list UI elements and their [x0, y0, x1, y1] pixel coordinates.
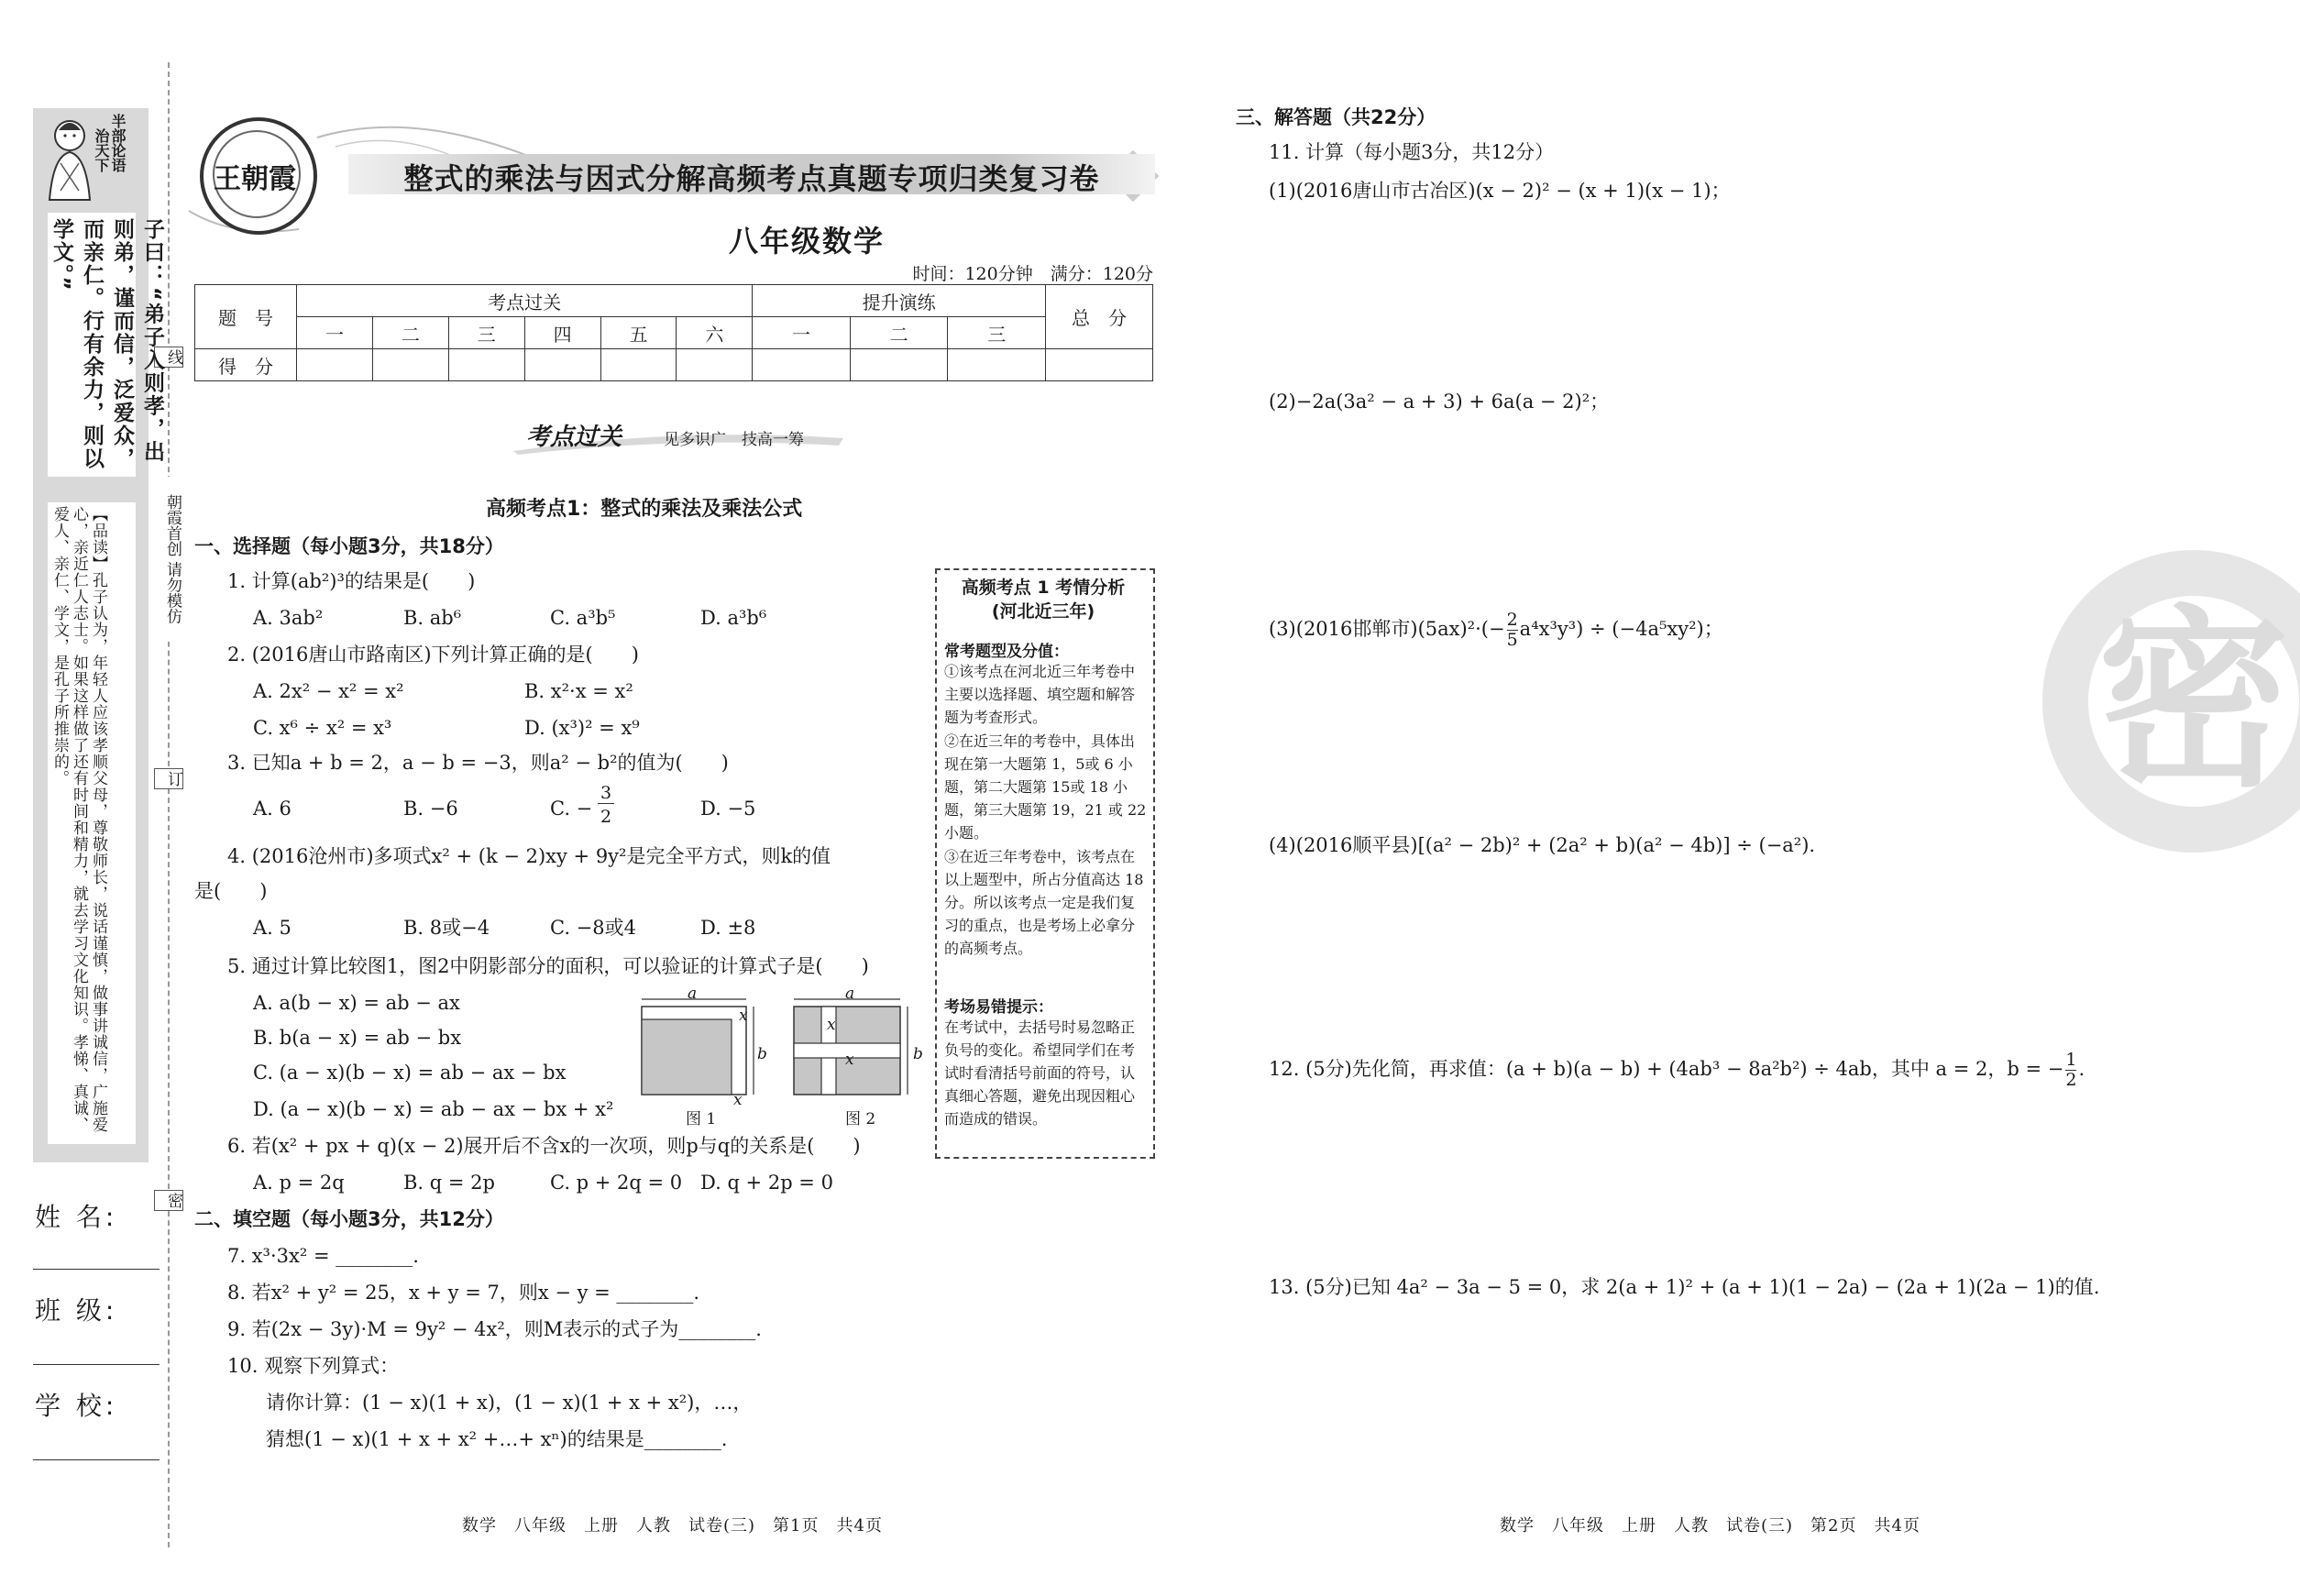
quote-heading-2: 治天下: [93, 128, 110, 172]
q3-option-a[interactable]: A. 6: [253, 798, 292, 820]
section-answer: 三、解答题（共22分）: [1236, 106, 1436, 128]
binding-mark-ding: 订: [154, 768, 183, 789]
q12-frac-den: 2: [2065, 1070, 2077, 1090]
school-field[interactable]: [33, 1459, 160, 1460]
binding-mark-xian: 线: [154, 347, 183, 368]
q12: [1269, 1051, 2085, 1090]
q3-option-c[interactable]: C. −: [550, 798, 593, 820]
section-choice: 一、选择题（每小题3分，共18分）: [194, 535, 504, 557]
score-table: [194, 284, 1153, 381]
q11-stem: 11. 计算（每小题3分，共12分）: [1269, 141, 1555, 163]
score-cell[interactable]: [297, 349, 373, 381]
school-label: 学 校:: [35, 1391, 118, 1421]
quote-commentary: 【品读】孔子认为，年轻人应该孝顺父母，尊敬师长，说话谨慎，做事讲诚信，广施爱心，亲近仁人志士。如果这样做了还有时间和精力，就去学习文化知识。孝悌、真诚、爱人、亲仁、学文，是孔子所推崇的。: [50, 506, 107, 1133]
q5-option-b[interactable]: B. b(a − x) = ab − bx: [253, 1027, 462, 1049]
class-field[interactable]: [33, 1364, 160, 1365]
q4-stem-cont: 是( ): [194, 880, 268, 902]
q3-frac-num: 3: [598, 783, 614, 804]
q11-part-3-tail: a⁴x³y³) ÷ (−4a⁵xy²)；: [1519, 618, 1723, 640]
q11-part-3-frac-den: 5: [1506, 630, 1518, 650]
q11-part-4: (4)(2016顺平县)[(a² − 2b)² + (2a² + b)(a² − 4b)] ÷ (−a²).: [1269, 834, 1816, 856]
q11-part-1: (1)(2016唐山市古冶区)(x − 2)² − (x + 1)(x − 1)；: [1269, 180, 1731, 202]
figure-1: [633, 986, 761, 1106]
col-a-1: 一: [297, 317, 373, 349]
row-label-score: 得 分: [195, 349, 297, 381]
figure-2: [787, 986, 924, 1106]
col-a-4: 四: [524, 317, 600, 349]
q1-option-a[interactable]: A. 3ab²: [253, 607, 324, 629]
q2-option-c[interactable]: C. x⁶ ÷ x² = x³: [253, 717, 392, 739]
analysis-heading-tips: 考场易错提示：: [944, 998, 1053, 1017]
analysis-title-line-2: (河北近三年): [991, 601, 1095, 622]
name-field[interactable]: [33, 1269, 160, 1270]
q10-line-1: 请你计算：(1 − x)(1 + x)，(1 − x)(1 + x + x²)，…，: [266, 1392, 753, 1414]
score-cell[interactable]: [948, 349, 1046, 381]
page-2-footer: 数学 八年级 上册 人教 试卷(三) 第2页 共4页: [1500, 1516, 1920, 1535]
confucius-illustration: [33, 108, 149, 211]
q12-fraction: [2065, 1051, 2076, 1090]
fig2-label-x-top: x: [827, 1016, 836, 1034]
q12-frac-num: 1: [2065, 1050, 2077, 1070]
q10-stem: 10. 观察下列算式：: [227, 1355, 400, 1377]
col-b-2: 二: [850, 317, 948, 349]
q1-stem: 1. 计算(ab²)³的结果是( ): [227, 570, 476, 592]
section-fill: 二、填空题（每小题3分，共12分）: [194, 1208, 504, 1230]
paper-title: 整式的乘法与因式分解高频考点真题专项归类复习卷: [403, 161, 1100, 196]
binding-note: 朝霞首创 请勿模仿: [154, 477, 182, 642]
col-a-6: 六: [677, 317, 753, 349]
q6-option-c[interactable]: C. p + 2q = 0: [550, 1172, 683, 1194]
analysis-title: [939, 576, 1148, 623]
q1-option-d[interactable]: D. a³b⁶: [700, 607, 767, 629]
score-cell[interactable]: [677, 349, 753, 381]
binding-mark-mi: 密: [154, 1190, 183, 1211]
logo: 王朝霞: [214, 163, 296, 195]
q11-part-3-lead: (3)(2016邯郸市)(5ax)²·(−: [1269, 618, 1505, 640]
q10-line-2[interactable]: 猜想(1 − x)(1 + x + x² +…+ xⁿ)的结果是________.: [266, 1428, 728, 1450]
seal-character: 密: [2096, 589, 2290, 813]
page-1-footer: 数学 八年级 上册 人教 试卷(三) 第1页 共4页: [462, 1516, 883, 1535]
q11-part-3-fraction: [1507, 611, 1518, 650]
paper-subtitle: 八年级数学: [728, 224, 885, 259]
q5-option-c[interactable]: C. (a − x)(b − x) = ab − ax − bx: [253, 1062, 567, 1084]
exam-meta: 时间：120分钟 满分：120分: [912, 264, 1153, 284]
q4-option-b[interactable]: B. 8或−4: [403, 917, 490, 939]
score-cell[interactable]: [600, 349, 677, 381]
score-cell[interactable]: [753, 349, 851, 381]
confucius-quote: 子曰：“弟子入则孝，出则弟，谨而信，泛爱众，而亲仁。行有余力，则以学文。”: [50, 218, 164, 470]
q3-frac-den: 2: [600, 807, 612, 827]
class-label: 班 级:: [35, 1295, 118, 1326]
col-a-2: 二: [372, 317, 448, 349]
q12-answer-area[interactable]: [1269, 1093, 2167, 1249]
group-header-a: 考点过关: [297, 285, 753, 317]
fig1-label-a: a: [688, 985, 698, 1003]
analysis-point-3: ③在近三年考卷中，该考点在以上题型中，所占分值高达 18 分。所以该考点一定是我们复习的重点，也是考场上必拿分的高频考点。: [944, 848, 1144, 957]
q3-option-d[interactable]: D. −5: [700, 798, 756, 820]
q11-part-3-answer-area[interactable]: [1269, 653, 2167, 818]
col-b-1: 一: [753, 317, 851, 349]
q1-option-c[interactable]: C. a³b⁵: [550, 607, 616, 629]
q6-option-d[interactable]: D. q + 2p = 0: [700, 1172, 833, 1194]
q1-option-b[interactable]: B. ab⁶: [403, 607, 462, 629]
analysis-tip: 在考试中，去括号时易忽略正负号的变化。希望同学们在考试时看清括号前面的符号，认真细心答题，避免出现因粗心而造成的错误。: [944, 1018, 1136, 1128]
q4-option-a[interactable]: A. 5: [253, 917, 292, 939]
score-cell[interactable]: [1046, 349, 1153, 381]
q11-part-3: [1269, 611, 1723, 650]
fig1-caption: 图 1: [686, 1110, 717, 1128]
q11-part-2-answer-area[interactable]: [1269, 422, 2167, 587]
q6-stem: 6. 若(x² + px + q)(x − 2)展开后不含x的一次项，则p与q的关系是( ): [227, 1135, 861, 1157]
q13: 13. (5分)已知 4a² − 3a − 5 = 0，求 2(a + 1)² + (a + 1)(1 − 2a) − (2a + 1)(2a − 1)的值.: [1269, 1276, 2100, 1298]
fig1-label-x-bottom: x: [733, 1091, 743, 1109]
col-a-5: 五: [600, 317, 677, 349]
quote-heading-1: 半部论语: [109, 114, 127, 172]
q12-tail: .: [2078, 1058, 2085, 1080]
fig2-label-a: a: [845, 985, 855, 1003]
score-cell[interactable]: [524, 349, 600, 381]
q2-option-d[interactable]: D. (x³)² = x⁹: [524, 717, 640, 739]
q13-answer-area[interactable]: [1269, 1307, 2167, 1491]
q11-part-2: (2)−2a(3a² − a + 3) + 6a(a − 2)²；: [1269, 391, 1610, 413]
fig2-label-b: b: [913, 1045, 923, 1063]
binding-line: [168, 62, 170, 1547]
row-label-question: 题 号: [195, 285, 297, 349]
q11-part-4-answer-area[interactable]: [1269, 865, 2039, 1030]
topic-heading: 高频考点1：整式的乘法及乘法公式: [486, 498, 803, 521]
banner-subtitle: 见多识广 技高一筹: [664, 431, 804, 449]
q11-part-3-frac-num: 2: [1506, 610, 1518, 630]
col-a-3: 三: [448, 317, 524, 349]
col-b-3: 三: [948, 317, 1046, 349]
analysis-point-1: ①该考点在河北近三年考卷中主要以选择题、填空题和解答题为考查形式。: [944, 663, 1136, 726]
q4-stem: 4. (2016沧州市)多项式x² + (k − 2)xy + 9y²是完全平方式，则k的值: [227, 845, 831, 867]
q8[interactable]: 8. 若x² + y² = 25，x + y = 7，则x − y = ________.: [227, 1282, 700, 1304]
q12-lead: 12. (5分)先化简，再求值：(a + b)(a − b) + (4ab³ − 8a²b²) ÷ 4ab，其中 a = 2，b = −: [1269, 1058, 2064, 1080]
q7[interactable]: 7. x³·3x² = ________.: [227, 1245, 419, 1267]
score-cell[interactable]: [448, 349, 524, 381]
total-header: 总 分: [1046, 285, 1153, 349]
banner-title: 考点过关: [526, 424, 622, 451]
score-cell[interactable]: [850, 349, 948, 381]
analysis-title-line-1: 高频考点 1 考情分析: [961, 578, 1126, 598]
q4-option-d[interactable]: D. ±8: [700, 917, 756, 939]
fig2-label-x-mid: x: [845, 1051, 854, 1069]
q11-part-1-answer-area[interactable]: [1269, 211, 2167, 367]
q6-option-a[interactable]: A. p = 2q: [253, 1172, 345, 1194]
score-cell[interactable]: [372, 349, 448, 381]
q2-option-a[interactable]: A. 2x² − x² = x²: [253, 680, 404, 702]
q3-stem: 3. 已知a + b = 2，a − b = −3，则a² − b²的值为( ): [227, 752, 729, 774]
q6-option-b[interactable]: B. q = 2p: [403, 1172, 495, 1194]
q2-option-b[interactable]: B. x²·x = x²: [524, 680, 633, 702]
fig1-label-x-top: x: [739, 1007, 748, 1025]
q3-option-b[interactable]: B. −6: [403, 798, 458, 820]
group-header-b: 提升演练: [753, 285, 1046, 317]
q5-option-d[interactable]: D. (a − x)(b − x) = ab − ax − bx + x²: [253, 1098, 614, 1120]
q5-stem: 5. 通过计算比较图1，图2中阴影部分的面积，可以验证的计算式子是( ): [227, 955, 869, 977]
fig2-caption: 图 2: [845, 1110, 876, 1128]
q9[interactable]: 9. 若(2x − 3y)·M = 9y² − 4x²，则M表示的式子为________.: [227, 1318, 762, 1340]
analysis-heading-types: 常考题型及分值：: [944, 643, 1069, 661]
fig1-label-b: b: [757, 1045, 767, 1063]
q5-option-a[interactable]: A. a(b − x) = ab − ax: [253, 992, 460, 1014]
q4-option-c[interactable]: C. −8或4: [550, 917, 636, 939]
name-label: 姓 名:: [35, 1202, 118, 1232]
analysis-point-2: ②在近三年的考卷中，具体出现在第一大题第 1，5或 6 小题，第二大题第 15或 18 小题，第三大题第 19，21 或 22 小题。: [944, 732, 1147, 842]
q2-stem: 2. (2016唐山市路南区)下列计算正确的是( ): [227, 644, 639, 666]
